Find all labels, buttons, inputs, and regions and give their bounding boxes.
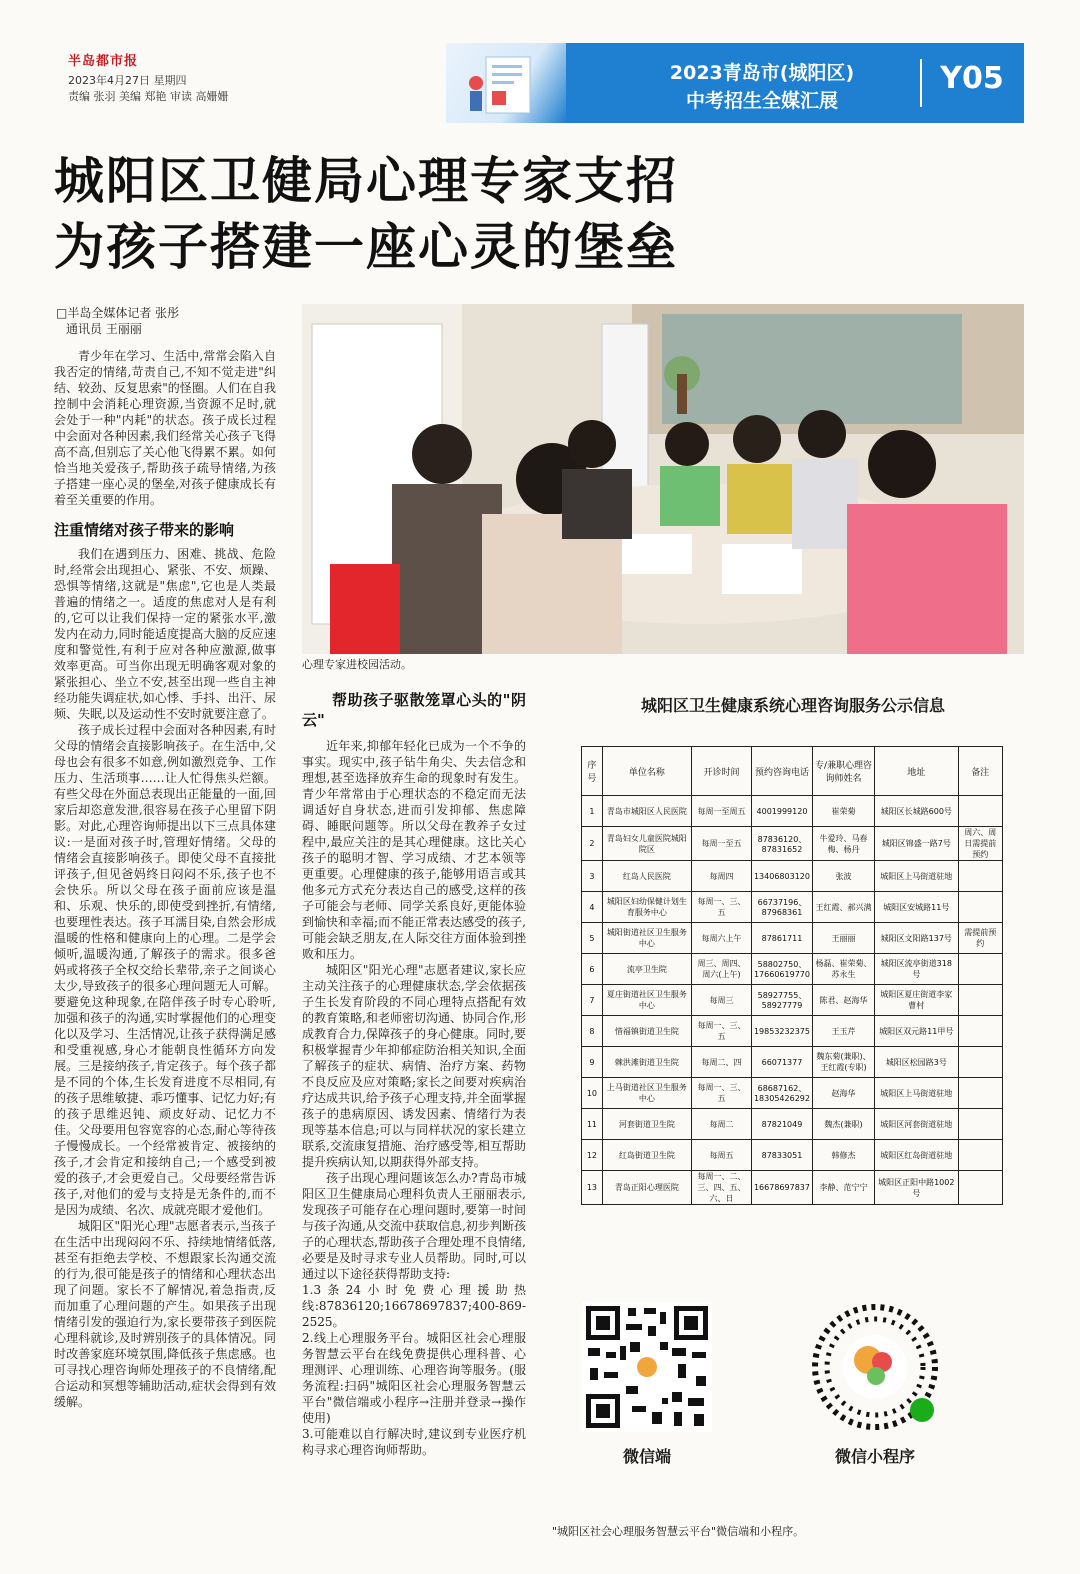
table-cell: 87833051	[751, 1140, 812, 1171]
section2-paragraph3: 孩子出现心理问题该怎么办?青岛市城阳区卫生健康局心理科负责人王丽丽表示,发现孩子可能存在心理问题时,要第一时间与孩子沟通,从交流中获取信息,初步判断孩子的心理状态,帮助孩子合理处理不良情绪,必要是及时寻求专业人员帮助。同时,可以通过以下途径获得帮助支持:	[302, 1171, 526, 1281]
table-cell: 上马街道社区卫生服务中心	[602, 1078, 691, 1109]
table-cell: 10	[582, 1078, 603, 1109]
table-cell: 66737196、87968361	[751, 892, 812, 923]
table-cell: 红岛街道卫生院	[602, 1140, 691, 1171]
table-cell: 周三、周四、周六(上午)	[691, 954, 751, 985]
table-cell: 每周五	[691, 1140, 751, 1171]
table-cell: 11	[582, 1109, 603, 1140]
editor-credits: 责编 张羽 美编 郑艳 审读 高姗姗	[68, 90, 229, 103]
table-cell	[958, 861, 1002, 892]
headline-line2: 为孩子搭建一座心灵的堡垒	[54, 218, 678, 276]
online-platform-item: 2.线上心理服务平台。城阳区社会心理服务智慧云平台在线免费提供心理科普、心理测评、心理训练、心理咨询等服务。(服务流程:扫码"城阳区社会心理服务智慧云平台"微信端或小程序→注册并登录→操作使用)	[302, 1331, 526, 1425]
table-cell: 每周一、三、五	[691, 1078, 751, 1109]
table-cell: 每周一、二、三、四、五、六、日	[691, 1171, 751, 1205]
table-cell: 每周二、四	[691, 1047, 751, 1078]
table-cell: 赵海华	[812, 1078, 874, 1109]
table-header-cell: 地址	[875, 747, 959, 796]
table-row	[582, 861, 1003, 892]
table-cell: 8	[582, 1016, 603, 1047]
table-cell: 魏杰(兼职)	[812, 1109, 874, 1140]
table-row	[582, 796, 1003, 827]
table-row	[582, 954, 1003, 985]
banner-title-line2: 中考招生全媒汇展	[685, 90, 838, 112]
table-cell: 需提前预约	[958, 923, 1002, 954]
table-cell: 城阳区安城路11号	[875, 892, 959, 923]
table-cell: 每周一至五	[691, 827, 751, 861]
table-cell: 惜福镇街道卫生院	[602, 1016, 691, 1047]
table-cell: 牛爱玲、马春梅、杨丹	[812, 827, 874, 861]
table-cell: 河套街道卫生院	[602, 1109, 691, 1140]
table-cell: 王丽丽	[812, 923, 874, 954]
table-row	[582, 827, 1003, 861]
table-cell: 58802750、17660619770	[751, 954, 812, 985]
table-cell: 每周六上午	[691, 923, 751, 954]
table-cell: 5	[582, 923, 603, 954]
table-cell: 王玉芹	[812, 1016, 874, 1047]
table-cell: 城阳区正阳中路1002号	[875, 1171, 959, 1205]
table-cell: 3	[582, 861, 603, 892]
table-cell: 崔荣菊	[812, 796, 874, 827]
table-cell: 魏东菊(兼职)、王红霞(专职)	[812, 1047, 874, 1078]
mini-program-code	[810, 1302, 940, 1432]
table-cell: 青岛市城阳区人民医院	[602, 796, 691, 827]
issue-date: 2023年4月27日 星期四	[68, 74, 187, 87]
section1-paragraph1: 我们在遇到压力、困难、挑战、危险时,经常会出现担心、紧张、不安、烦躁、恐惧等情绪,这就是"焦虑",它也是人类最普遍的情绪之一。适度的焦虑对人是有利的,它可以让我们保持一定的紧张水平,激发内在动力,同时能适度提高大脑的反应速度和警觉性,有利于应对各种应激源,做事效率更高。可当你出现无明确客观对象的紧张担心、坐立不安,甚至出现一些自主神经功能失调症状,如心悸、手抖、出汗、尿频、失眠,以及运动性不安时就要注意了。	[54, 547, 276, 721]
table-cell: 每周三	[691, 985, 751, 1016]
table-row	[582, 1171, 1003, 1205]
table-cell	[958, 796, 1002, 827]
table-cell: 2	[582, 827, 603, 861]
table-cell: 城阳区河套街道驻地	[875, 1109, 959, 1140]
section2-title: 帮助孩子驱散笼罩心头的"阴云"	[302, 691, 526, 729]
byline-reporter: □半岛全媒体记者 张彤	[56, 306, 180, 320]
table-cell: 87836120、87831652	[751, 827, 812, 861]
table-cell: 7	[582, 985, 603, 1016]
table-cell	[958, 954, 1002, 985]
wechat-qr-label: 微信端	[622, 1447, 671, 1466]
table-cell: 9	[582, 1047, 603, 1078]
table-cell: 周六、周日需提前预约	[958, 827, 1002, 861]
byline-correspondent: 通讯员 王丽丽	[66, 322, 142, 336]
section2-paragraph2: 城阳区"阳光心理"志愿者建议,家长应主动关注孩子的心理健康状态,学会依据孩子生长发育阶段的不同心理特点搭配有效的教育策略,和老师密切沟通、协同合作,形成教育合力,保障孩子的身心健康。同时,要积极掌握青少年抑郁症防治相关知识,全面了解孩子的症状、病情、治疗方案、药物不良反应及应对策略;家长之间要对疾病治疗达成共识,给予孩子心理支持,并全面掌握孩子的患病原因、诱发因素、情绪行为表现等基本信息;可以与同样状况的家长建立联系,交流康复措施、治疗感受等,相互帮助提升疾病认知,以期获得外部支持。	[302, 963, 526, 1169]
table-row	[582, 892, 1003, 923]
table-body	[582, 796, 1003, 1205]
table-cell: 每周四	[691, 861, 751, 892]
table-header-row	[582, 747, 1003, 796]
banner-divider	[920, 59, 922, 107]
table-cell: 1	[582, 796, 603, 827]
table-cell: 李静、范宁宁	[812, 1171, 874, 1205]
newspaper-logo: 半岛都市报	[68, 54, 139, 69]
mini-program-label: 微信小程序	[834, 1447, 915, 1466]
table-row	[582, 1016, 1003, 1047]
table-cell: 66071377	[751, 1047, 812, 1078]
article-intro: 青少年在学习、生活中,常常会陷入自我否定的情绪,苛责自己,不知不觉走进"纠结、较劲、反复思索"的怪圈。人们在自我控制中会消耗心理资源,当资源不足时,就会处于一种"内耗"的状态。孩子成长过程中会面对各种因素,我们经常关心孩子飞得高不高,但别忘了关心他飞得累不累。如何恰当地关爱孩子,帮助孩子疏导情绪,为孩子搭建一座心灵的堡垒,对孩子健康成长有着至关重要的作用。	[54, 349, 276, 507]
table-cell: 城阳区红岛街道驻地	[875, 1140, 959, 1171]
article-photo	[302, 304, 1024, 654]
table-cell: 城阳区文阳路137号	[875, 923, 959, 954]
table-cell: 每周二	[691, 1109, 751, 1140]
table-row	[582, 923, 1003, 954]
table-cell: 城阳区夏庄街道李家曹村	[875, 985, 959, 1016]
table-header-cell: 预约咨询电话	[751, 747, 812, 796]
table-cell: 4001999120	[751, 796, 812, 827]
table-cell: 红岛人民医院	[602, 861, 691, 892]
table-cell: 19853232375	[751, 1016, 812, 1047]
table-cell: 城阳区上马街道驻地	[875, 861, 959, 892]
medical-help-item: 3.可能难以自行解决时,建议到专业医疗机构寻求心理咨询师帮助。	[302, 1427, 526, 1457]
table-cell: 58927755、58927779	[751, 985, 812, 1016]
section1-paragraph2: 孩子成长过程中会面对各种因素,有时父母的情绪会直接影响孩子。在生活中,父母也会有很多不如意,例如激烈竞争、工作压力、生活琐事……让人忙得焦头烂额。有些父母在外面总表现出正能量的一面,回家后却恣意发泄,很容易在孩子心里留下阴影。对此,心理咨询师提出以下三点具体建议:一是面对孩子时,管理好情绪。父母的情绪会直接影响孩子。即使父母不直接批评孩子,但见爸妈终日闷闷不乐,孩子也不会快乐。所以父母在孩子面前应该是温和、乐观、快乐的,即使受到挫折,有情绪,也要理性表达。孩子耳濡目染,自然会形成温暖的性格和健康向上的心理。二是学会倾听,温暖沟通,了解孩子的需求。很多爸妈或将孩子全权交给长辈带,亲子之间谈心太少,导致孩子的很多心理问题无人可解。要避免这种现象,在陪伴孩子时专心聆听,加强和孩子的沟通,实时掌握他们的心理变化以及学习、生活情况,让孩子获得满足感和受重视感,身心才能朝良性循环方向发展。三是接纳孩子,肯定孩子。每个孩子都是不同的个体,生长发育进度不尽相同,有的孩子思维敏捷、乖巧懂事、记忆力好;有的孩子思维迟钝、顽皮好动、记忆力不佳。父母要用包容宽容的心态,耐心等待孩子慢慢成长。一个经常被肯定、被接纳的孩子,才会肯定和接纳自己;一个感受到被爱的孩子,才会更爱自己。父母要经常告诉孩子,对他们的爱与支持是无条件的,而不是因为成绩、名次、成就亮眼才爱他们。	[54, 723, 276, 1217]
banner-illustration	[446, 43, 566, 123]
table-cell: 青岛妇女儿童医院城阳院区	[602, 827, 691, 861]
table-cell	[958, 985, 1002, 1016]
table-cell: 王红霞、郝兴满	[812, 892, 874, 923]
section1-title: 注重情绪对孩子带来的影响	[54, 521, 235, 539]
table-cell: 城阳区双元路11甲号	[875, 1016, 959, 1047]
section-banner	[446, 43, 1024, 123]
table-cell	[958, 1140, 1002, 1171]
table-cell: 每周一至周五	[691, 796, 751, 827]
photo-caption: 心理专家进校园活动。	[302, 658, 412, 671]
table-header-cell: 单位名称	[602, 747, 691, 796]
table-cell: 城阳区长城路600号	[875, 796, 959, 827]
qr-footnote: "城阳区社会心理服务智慧云平台"微信端和小程序。	[552, 1525, 805, 1538]
table-cell: 87861711	[751, 923, 812, 954]
table-cell: 张波	[812, 861, 874, 892]
table-row	[582, 1047, 1003, 1078]
table-cell: 城阳街道社区卫生服务中心	[602, 923, 691, 954]
page-number: Y05	[940, 61, 1004, 96]
table-cell: 16678697837	[751, 1171, 812, 1205]
table-header-cell: 专/兼职心理咨询师姓名	[812, 747, 874, 796]
table-cell	[958, 1171, 1002, 1205]
section2-paragraph1: 近年来,抑郁年轻化已成为一个不争的事实。现实中,孩子钻牛角尖、失去信念和理想,甚至选择放弃生命的现象时有发生。青少年常常由于心理状态的不稳定而无法调适好自身状态,进而引发抑郁、焦虑障碍、睡眠问题等。所以父母在教养子女过程中,最应关注的是其心理健康。这比关心孩子的聪明才智、学习成绩、才艺本领等更重要。心理健康的孩子,能够用语言或其他多元方式充分表达自己的感受,这样的孩子可能会与老师、同学关系良好,更能体验到愉快和幸福;而不能正常表达感受的孩子,可能会缺乏朋友,在人际交往方面体验到挫败和压力。	[302, 739, 526, 961]
table-cell: 棘洪滩街道卫生院	[602, 1047, 691, 1078]
table-cell	[958, 892, 1002, 923]
table-cell: 13	[582, 1171, 603, 1205]
table-cell: 夏庄街道社区卫生服务中心	[602, 985, 691, 1016]
table-header-cell: 开诊时间	[691, 747, 751, 796]
table-cell: 城阳区妇幼保健计划生育服务中心	[602, 892, 691, 923]
table-row	[582, 1109, 1003, 1140]
article-middle-column	[302, 690, 526, 1540]
counseling-services-table	[581, 746, 1003, 1205]
table-cell: 13406803120	[751, 861, 812, 892]
table-cell: 每周一、三、五	[691, 1016, 751, 1047]
table-cell: 4	[582, 892, 603, 923]
document-illustration-icon	[446, 43, 566, 123]
help-hotline-item: 1.3条24小时免费心理援助热线:87836120;16678697837;400-869-2525。	[302, 1283, 526, 1329]
article-left-column	[54, 348, 276, 1538]
table-row	[582, 1140, 1003, 1171]
table-header-cell: 备注	[958, 747, 1002, 796]
table-row	[582, 1078, 1003, 1109]
table-cell: 12	[582, 1140, 603, 1171]
table-cell: 6	[582, 954, 603, 985]
table-header-cell: 序号	[582, 747, 603, 796]
banner-title-line1: 2023青岛市(城阳区)	[669, 62, 855, 84]
table-cell: 青岛正阳心理医院	[602, 1171, 691, 1205]
table-cell	[958, 1109, 1002, 1140]
table-cell	[958, 1078, 1002, 1109]
table-cell: 陈君、赵海华	[812, 985, 874, 1016]
table-cell: 68687162、18305426292	[751, 1078, 812, 1109]
table-cell: 每周一、三、五	[691, 892, 751, 923]
table-cell: 韩修杰	[812, 1140, 874, 1171]
table-cell: 城阳区锦盛一路7号	[875, 827, 959, 861]
table-cell: 城阳区上马街道驻地	[875, 1078, 959, 1109]
section1-paragraph3: 城阳区"阳光心理"志愿者表示,当孩子在生活中出现闷闷不乐、持续地情绪低落,甚至有拒绝去学校、不想跟家长沟通交流的行为,很可能是孩子的情绪和心理状态出现了问题。家长不了解情况,着急指责,反而加重了心理问题的产生。如果孩子出现情绪引发的强迫行为,家长要带孩子到医院心理科就诊,及时辨别孩子的具体情况。同时改善家庭环境氛围,降低孩子焦虑感。也可寻找心理咨询师处理孩子的不良情绪,配合运动和冥想等辅助活动,症状会得到有效缓解。	[54, 1219, 276, 1409]
table-cell: 城阳区松园路3号	[875, 1047, 959, 1078]
table-cell: 城阳区流亭街道318号	[875, 954, 959, 985]
headline-line1: 城阳区卫健局心理专家支招	[54, 152, 678, 210]
table-cell	[958, 1016, 1002, 1047]
table-title: 城阳区卫生健康系统心理咨询服务公示信息	[640, 696, 945, 715]
table-cell: 87821049	[751, 1109, 812, 1140]
table-cell: 杨磊、崔荣菊、苏永生	[812, 954, 874, 985]
wechat-qr-code	[582, 1302, 712, 1432]
meeting-photo-illustration	[302, 304, 1024, 654]
table-cell	[958, 1047, 1002, 1078]
table-cell: 流亭卫生院	[602, 954, 691, 985]
table-row	[582, 985, 1003, 1016]
